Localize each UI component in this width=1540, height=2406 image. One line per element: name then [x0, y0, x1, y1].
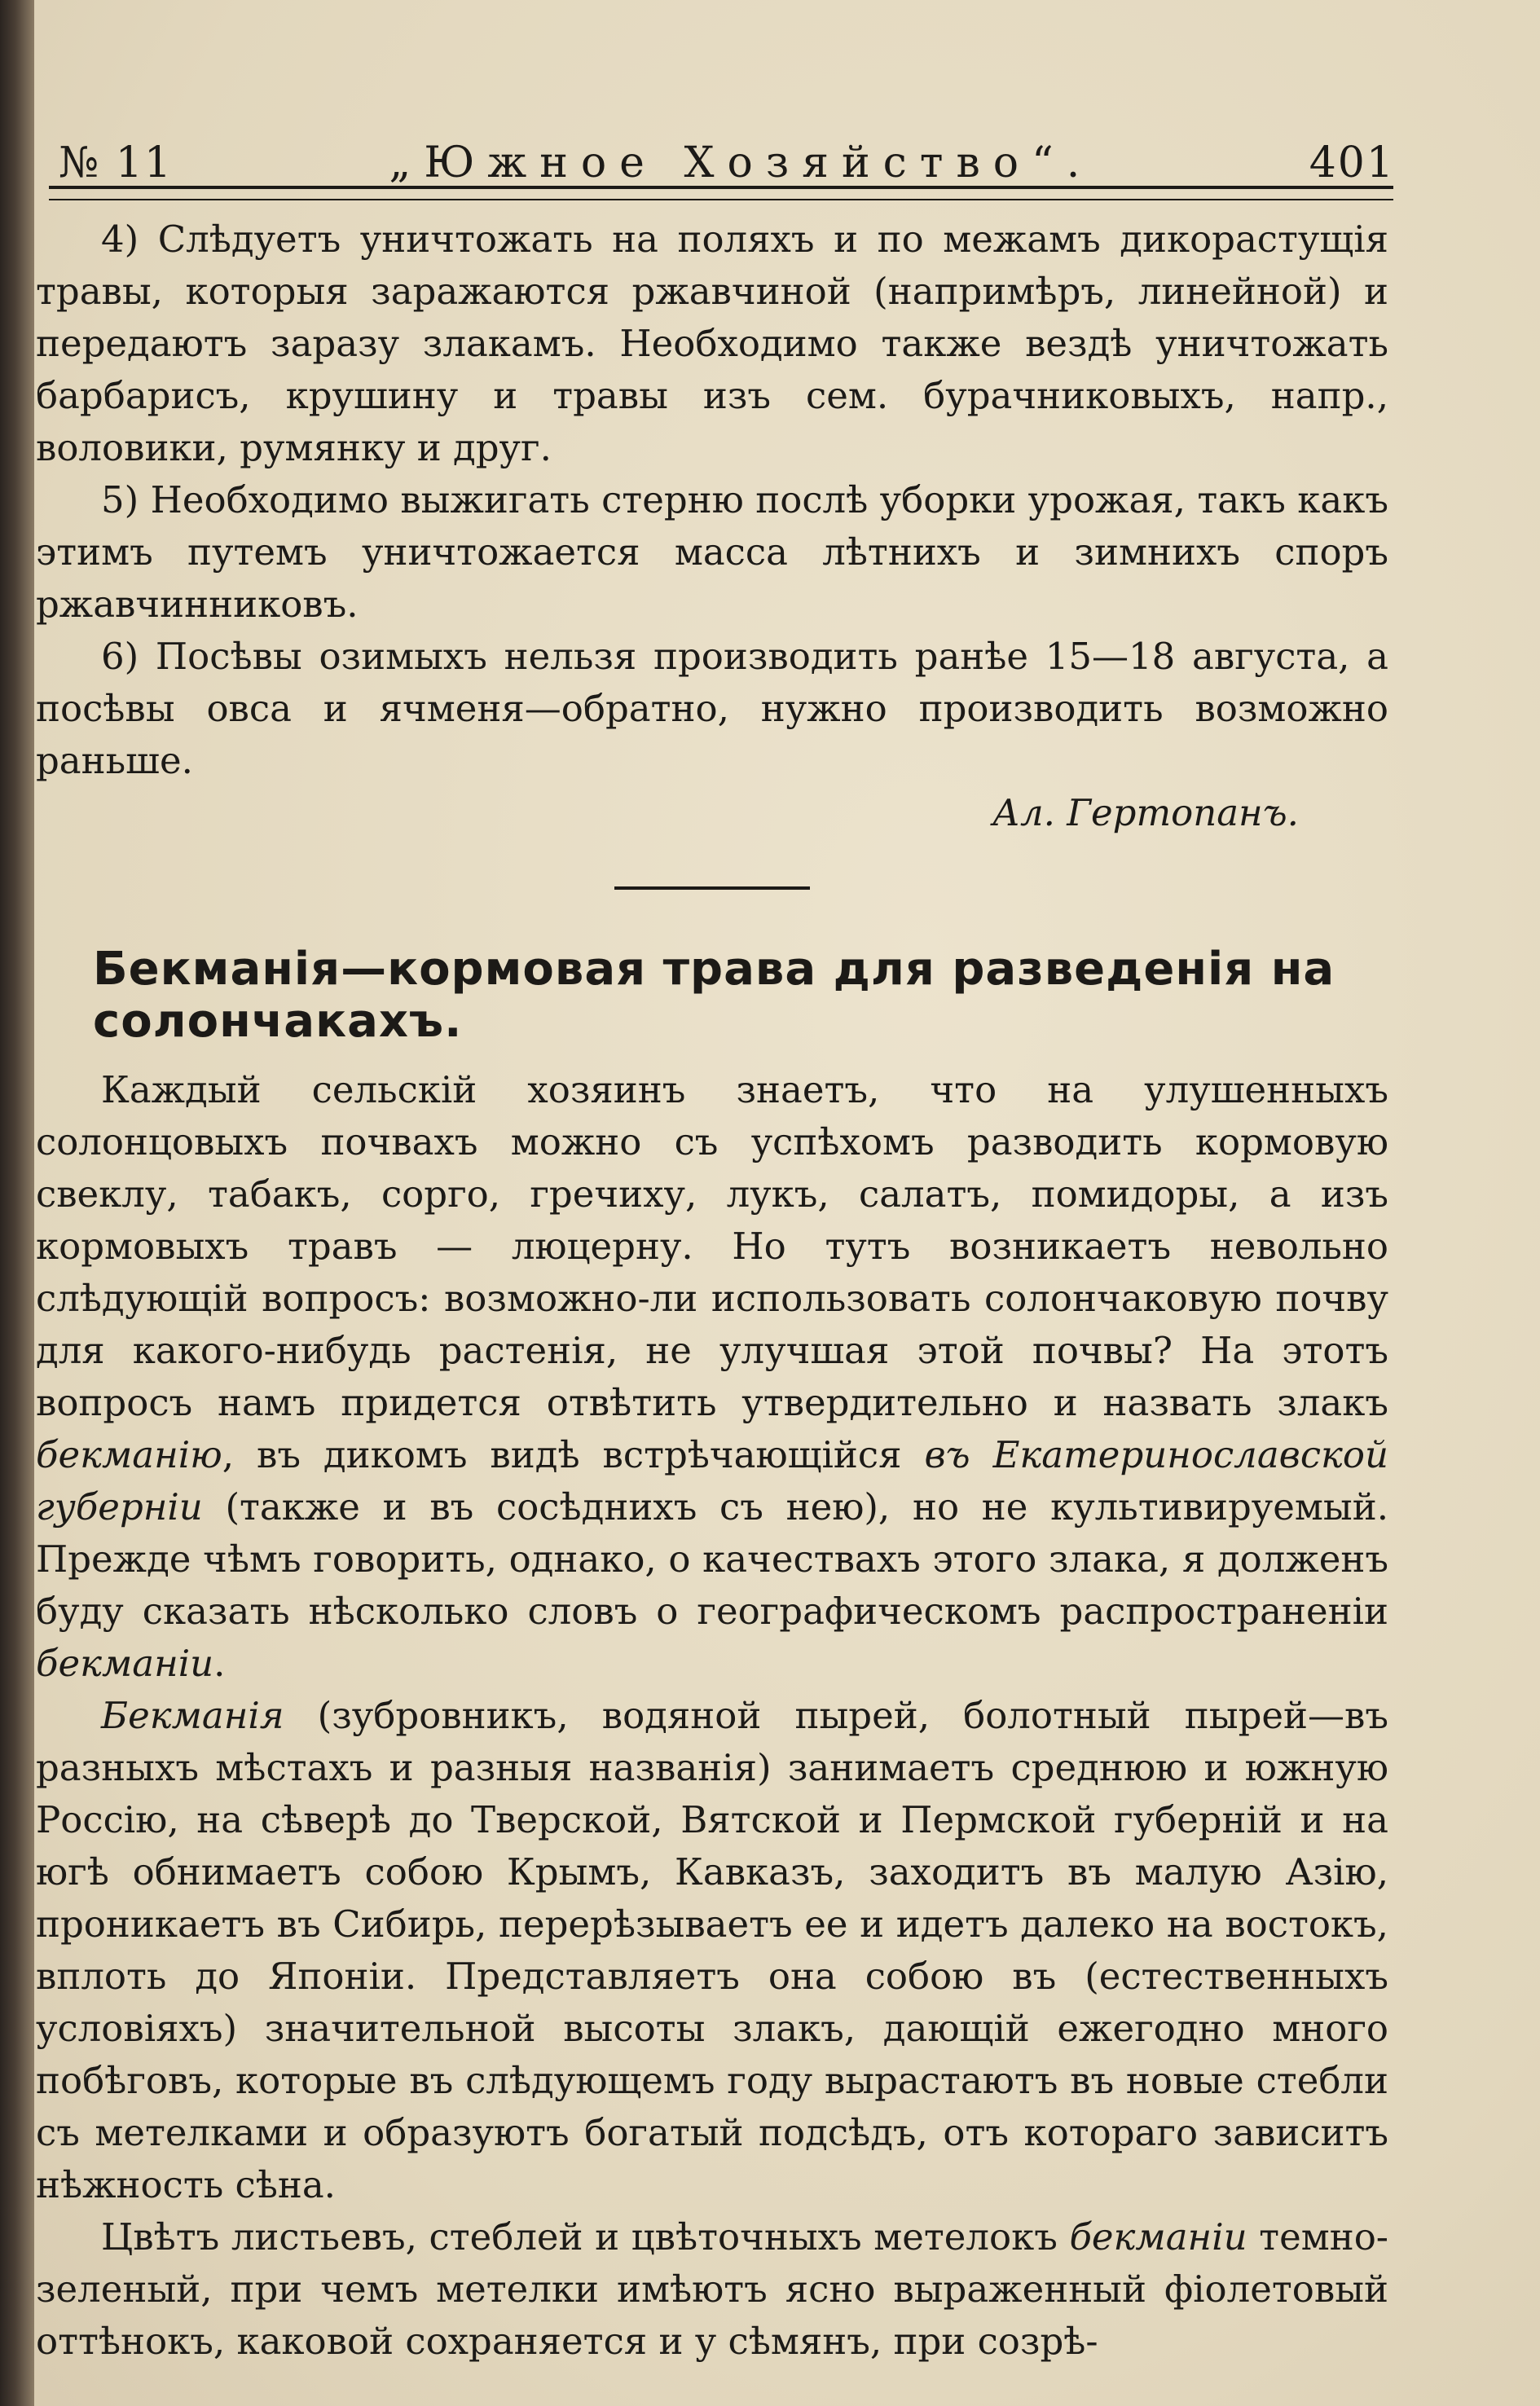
- article-paragraph-3: [36, 2211, 1388, 2368]
- article-paragraph-1: [36, 1064, 1388, 1690]
- emphasis-beckmannia: бекманію: [36, 1433, 222, 1476]
- text-span: Цвѣтъ листьевъ, стеблей и цвѣточныхъ метелокъ: [101, 2215, 1058, 2259]
- text-span: (зубровникъ, водяной пырей, болотный пырей—въ разныхъ мѣстахъ и разныя названія) занимаетъ среднюю и южную Россію, на сѣверѣ до Тверской, Вятской и Пермской губерній и на югѣ обнимаетъ собою Крымъ, Кавказъ, заходитъ въ малую Азію, проникаетъ въ Сибирь, перерѣзываетъ ее и идетъ далеко на востокъ, вплоть до Японіи. Представляетъ она собою въ (естественныхъ условіяхъ) значительной высоты злакъ, дающій ежегодно много побѣговъ, которые въ слѣдующемъ году вырастаютъ въ новые стебли съ метелками и образуютъ богатый подсѣдъ, отъ котораго зависитъ нѣжность сѣна.: [36, 1694, 1388, 2206]
- text-span: темно-зеленый, при чемъ метелки имѣютъ ясно выраженный фіолетовый оттѣнокъ, каковой сохраняется и у сѣмянъ, при созрѣ-: [36, 2215, 1388, 2363]
- paragraph-item-6: 6) Посѣвы озимыхъ нельзя производить ранѣе 15—18 августа, а посѣвы овса и ячменя—обратно, нужно производить возможно раньше.: [36, 635, 1388, 782]
- header-rule: [49, 186, 1393, 200]
- issue-number: № 11: [59, 139, 173, 187]
- author-signature: Ал. Гертопанъ.: [992, 791, 1299, 834]
- article-paragraph-2: [36, 1690, 1388, 2211]
- section-divider: [614, 886, 810, 890]
- emphasis-beckmannia: бекманіи: [36, 1642, 214, 1685]
- page-number: 401: [1309, 139, 1395, 187]
- running-title: „Южное Хозяйство“.: [389, 139, 1093, 187]
- paragraph-item-4: 4) Слѣдуетъ уничтожать на поляхъ и по межамъ дикорастущія травы, которыя заражаются ржавчиной (напримѣръ, линейной) и передаютъ заразу злакамъ. Необходимо также вездѣ уничтожать барбарисъ, крушину и травы изъ сем. бурачниковыхъ, напр., воловики, румянку и друг.: [36, 218, 1388, 469]
- article: [36, 943, 1388, 2368]
- article-title: Бекманія—кормовая трава для разведенія на солончакахъ.: [93, 943, 1335, 1048]
- emphasis-region: въ Екатеринославской губерніи: [36, 1433, 1388, 1528]
- page-header: [59, 122, 1395, 187]
- emphasis-beckmannia: Бекманія: [101, 1694, 284, 1737]
- text-span: .: [213, 1642, 226, 1685]
- page-body: [36, 213, 1388, 2368]
- book-binding-edge: [0, 0, 34, 2406]
- text-span: Каждый сельскій хозяинъ знаетъ, что на улушенныхъ солонцовыхъ почвахъ можно съ успѣхомъ разводить кормовую свеклу, табакъ, сорго, гречиху, лукъ, салатъ, помидоры, а изъ кормовыхъ травъ — люцерну. Но тутъ возникаетъ невольно слѣдующій вопросъ: возможно-ли использовать солончаковую почву для какого-нибудь растенія, не улучшая этой почвы? На этотъ вопросъ намъ придется отвѣтить утвердительно и назвать злакъ: [36, 1068, 1388, 1424]
- paragraph-item-5: 5) Необходимо выжигать стерню послѣ уборки урожая, такъ какъ этимъ путемъ уничтожается масса лѣтнихъ и зимнихъ споръ ржавчинниковъ.: [36, 478, 1388, 626]
- text-span: (также и въ сосѣднихъ съ нею), но не культивируемый. Прежде чѣмъ говорить, однако, о качествахъ этого злака, я долженъ буду сказать нѣсколько словъ о географическомъ распространеніи: [36, 1485, 1388, 1633]
- text-span: , въ дикомъ видѣ встрѣчающійся: [222, 1433, 902, 1476]
- emphasis-beckmannia: бекманіи: [1069, 2215, 1247, 2259]
